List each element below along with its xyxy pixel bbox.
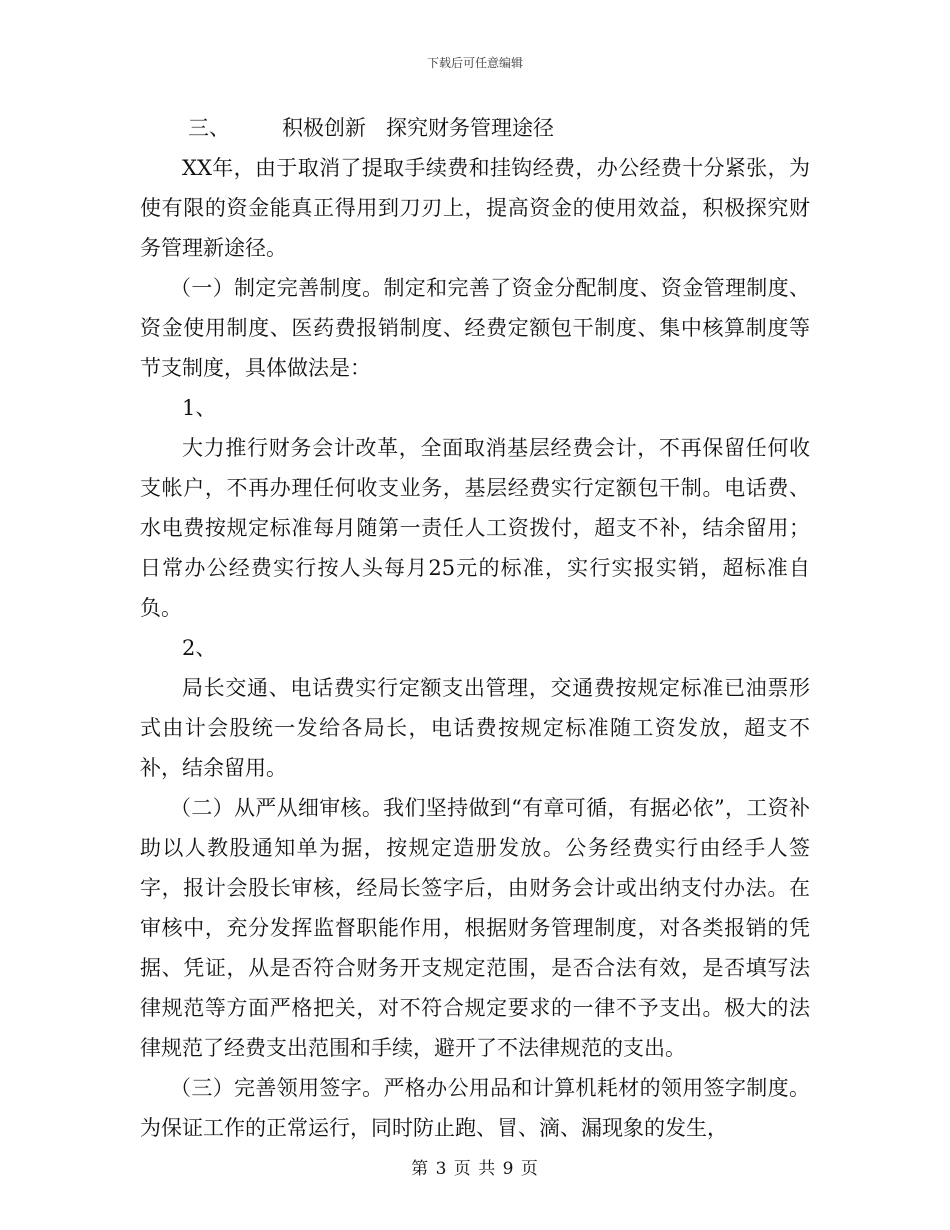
page-header-note: 下载后可任意编辑 [426,56,523,70]
section-title-part-1: 积极创新 [282,116,366,140]
paragraph-item-1: 大力推行财务会计改革，全面取消基层经费会计，不再保留任何收支帐户，不再办理任何收支业务，基层经费实行定额包干制。电话费、水电费按规定标准每月随第一责任人工资拨付，超支不补，结余留用；日常办公经费实行按人头每月25元的标准，实行实报实销，超标准自负。 [140,436,810,620]
list-number-2: 2、 [182,636,217,660]
page-footer-page-number: 第 3 页 共 9 页 [411,1159,539,1179]
section-heading [140,108,810,148]
section-title-part-2: 探究财务管理途径 [386,116,554,140]
document-body [140,108,810,1148]
paragraph-subsection-1: （一）制定完善制度。制定和完善了资金分配制度、资金管理制度、资金使用制度、医药费报销制度、经费定额包干制度、集中核算制度等节支制度，具体做法是： [140,276,810,380]
list-number-1: 1、 [182,396,217,420]
paragraph-subsection-2: （二）从严从细审核。我们坚持做到“有章可循，有据必依”，工资补助以人教股通知单为据，按规定造册发放。公务经费实行由经手人签字，报计会股长审核，经局长签字后，由财务会计或出纳支付办法。在审核中，充分发挥监督职能作用，根据财务管理制度，对各类报销的凭据、凭证，从是否符合财务开支规定范围，是否合法有效，是否填写法律规范等方面严格把关，对不符合规定要求的一律不予支出。极大的法律规范了经费支出范围和手续，避开了不法律规范的支出。 [140,796,810,1060]
section-number: 三、 [188,116,230,140]
paragraph-subsection-3: （三）完善领用签字。严格办公用品和计算机耗材的领用签字制度。为保证工作的正常运行，同时防止跑、冒、滴、漏现象的发生， [140,1076,810,1140]
paragraph-item-2: 局长交通、电话费实行定额支出管理，交通费按规定标准已油票形式由计会股统一发给各局长，电话费按规定标准随工资发放，超支不补，结余留用。 [140,676,810,780]
paragraph-intro: XX年，由于取消了提取手续费和挂钩经费，办公经费十分紧张，为使有限的资金能真正得用到刀刃上，提高资金的使用效益，积极探究财务管理新途径。 [140,156,810,260]
